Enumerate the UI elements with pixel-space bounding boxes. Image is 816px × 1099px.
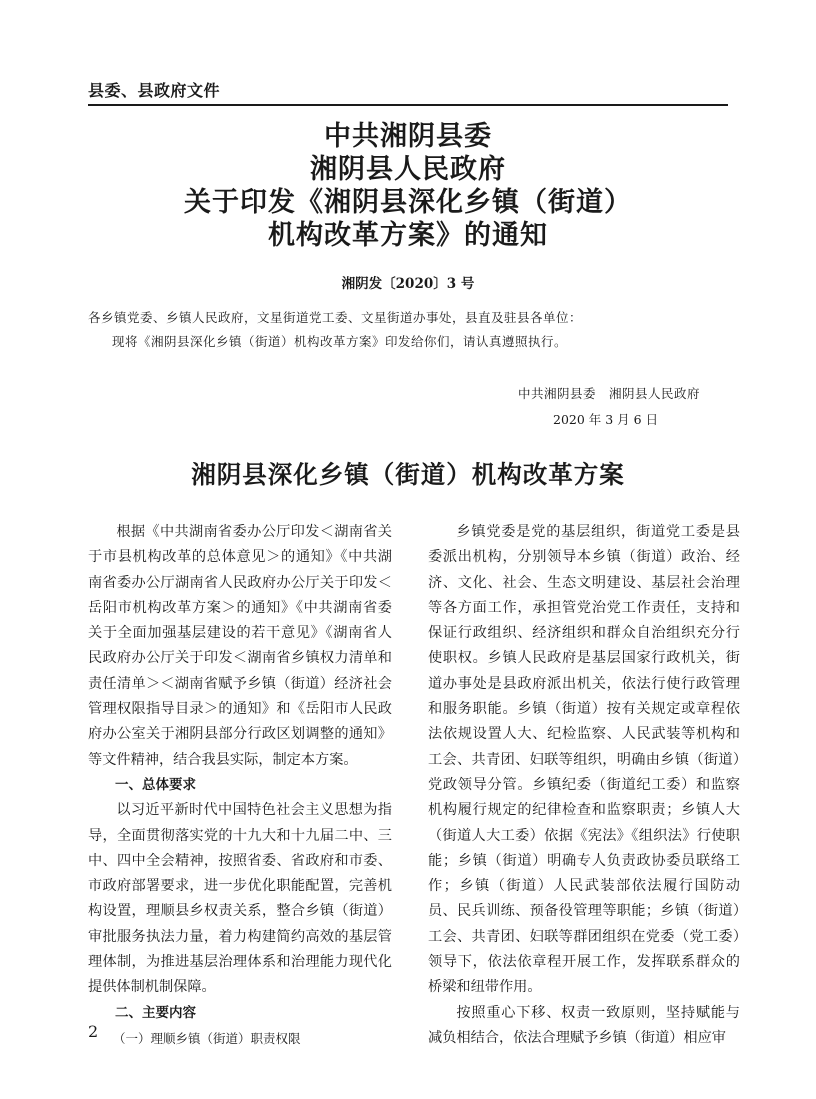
document-number: 湘阴发〔2020〕3 号 [341,276,475,292]
title-line: 湘阴县人民政府 [310,154,506,185]
subsection-heading: （一）理顺乡镇（街道）职责权限 [113,1030,301,1046]
paragraph: 按照重心下移、权责一致原则，坚持赋能与减负相结合，依法合理赋予乡镇（街道）相应审 [428,1004,740,1046]
title-line: 中共湘阴县委 [324,121,492,152]
page-number: 2 [88,1022,99,1041]
section-header-label: 县委、县政府文件 [88,81,221,100]
notice-text: 现将《湘阴县深化乡镇（街道）机构改革方案》印发给你们，请认真遵照执行。 [112,334,568,349]
issue-date: 2020 年 3 月 6 日 [553,412,659,427]
title-line: 机构改革方案》的通知 [268,220,548,251]
paragraph: 乡镇党委是党的基层组织，街道党工委是县委派出机构，分别领导本乡镇（街道）政治、经济、文化、社会、生态文明建设、基层社会治理等各方面工作，承担管党治党工作责任，支持和保证行政组织、经济组织和群众自治组织充分行使职权。乡镇人民政府是基层国家行政机关，街道办事处是县政府派出机关，依法行使行政管理和服务职能。乡镇（街道）按有关规定或章程依法依规设置人大、纪检监察、人民武装等机构和工会、共青团、妇联等组织，明确由乡镇（街道）党政领导分管。乡镇纪委（街道纪工委）和监察机构履行规定的纪律检查和监察职责；乡镇人大（街道人大工委）依据《宪法》《组织法》行使职能；乡镇（街道）明确专人负责政协委员联络工作；乡镇（街道）人民武装部依法履行国防动员、民兵训练、预备役管理等职能；乡镇（街道）工会、共青团、妇联等群团组织在党委（党工委）领导下，依法依章程开展工作，发挥联系群众的桥梁和纽带作用。 [428,524,740,996]
section-heading: 一、总体要求 [115,776,196,793]
document-title [88,120,728,252]
paragraph: 以习近平新时代中国特色社会主义思想为指导，全面贯彻落实党的十九大和十九届二中、三中、四中全会精神，按照省委、省政府和市委、市政府部署要求，进一步优化职能配置，完善机构设置，理顺县乡权责关系，整合乡镇（街道）审批服务执法力量，着力构建简约高效的基层管理体制，为推进基层治理体系和治理能力现代化提供体制机制保障。 [88,802,392,996]
paragraph: 根据《中共湖南省委办公厅印发＜湖南省关于市县机构改革的总体意见＞的通知》《中共湖南省委办公厅湖南省人民政府办公厅关于印发＜岳阳市机构改革方案＞的通知》《中共湖南省委关于全面加强基层建设的若干意见》《湖南省人民政府办公厅关于印发＜湖南省乡镇权力清单和责任清单＞＜湖南省赋予乡镇（街道）经济社会管理权限指导目录＞的通知》和《岳阳市人民政府办公室关于湘阴县部分行政区划调整的通知》等文件精神，结合我县实际，制定本方案。 [88,524,392,768]
right-text-column [428,520,740,1051]
title-line: 关于印发《湘阴县深化乡镇（街道） [184,187,632,218]
section-heading: 二、主要内容 [115,1004,196,1021]
plan-title: 湘阴县深化乡镇（街道）机构改革方案 [191,460,625,489]
issuing-authorities: 中共湘阴县委 湘阴县人民政府 [517,386,700,401]
recipients-line: 各乡镇党委、乡镇人民政府，文星街道党工委、文星街道办事处，县直及驻县各单位： [88,310,583,325]
left-text-column [88,520,392,1051]
header-rule [88,104,728,106]
